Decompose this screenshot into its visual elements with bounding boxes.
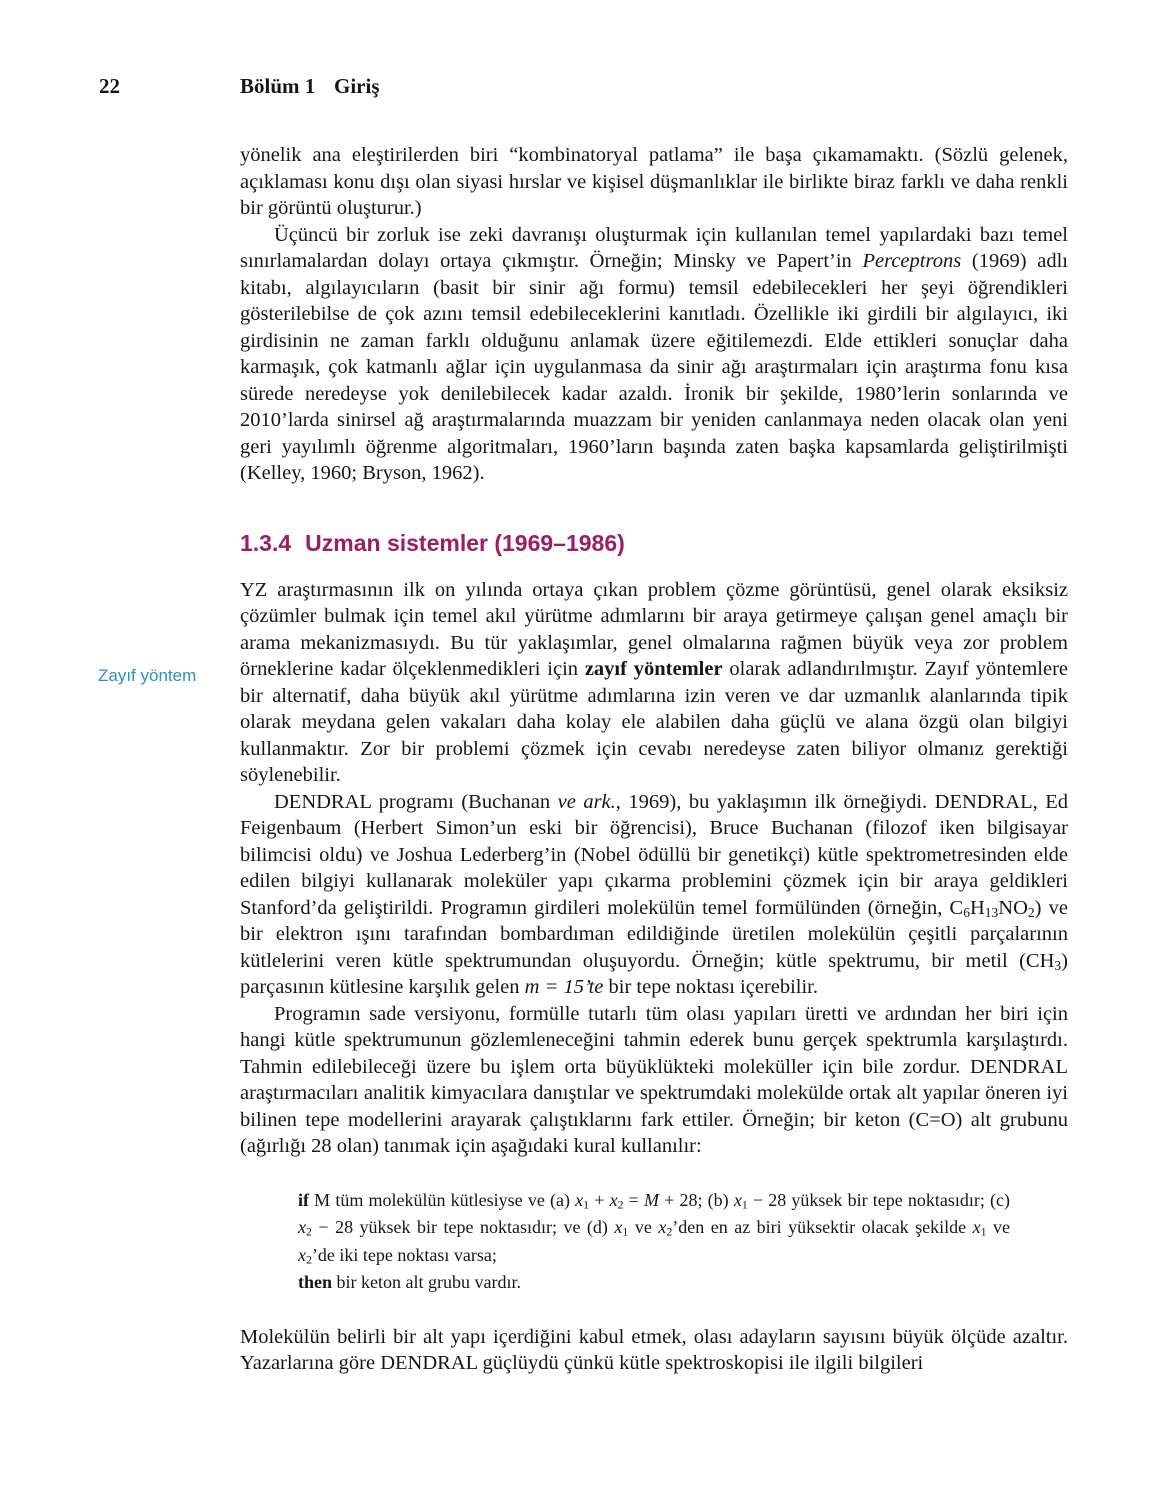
rule-block bbox=[298, 1187, 1010, 1297]
paragraph: YZ araştırmasının ilk on yılında ortaya çıkan problem çözme görüntüsü, genel olarak eksiksiz çözümler bulmak için temel akıl yürütme adımlarını bir araya getirmeye çalışan genel amaçlı bir arama mekanizmasıydı. Bu tür yaklaşımlar, genel olmalarına rağmen büyük veya zor problem örneklerine kadar ölçeklenmedikleri için zayıf yöntemler olarak adlandırılmıştır. Zayıf yöntemlere bir alternatif, daha büyük akıl yürütme adımlarına izin veren ve dar uzmanlık alanlarında tipik olarak meydana gelen vakaları daha kolay ele alabilen daha güçlü ve alana özgü olan bilgiyi kullanmaktır. Zor bir problemi çözmek için cevabı neredeyse zaten biliyor olmanız gerektiği söylenebilir. bbox=[240, 578, 1068, 786]
section-heading-number: 1.3.4 bbox=[240, 529, 292, 556]
rule-then-clause: then bir keton alt grubu vardır. bbox=[298, 1272, 521, 1292]
margin-note: Zayıf yöntem bbox=[98, 666, 197, 685]
page-number: 22 bbox=[99, 74, 120, 98]
page-header bbox=[0, 74, 1162, 104]
paragraph: DENDRAL programı (Buchanan ve ark., 1969), bu yaklaşımın ilk örneğiydi. DENDRAL, Ed Feigenbaum (Herbert Simon’un eski bir öğrencisi), Bruce Buchanan (filozof iken bilgisayar bilimcisi oldu) ve Joshua Lederberg’in (Nobel ödüllü bir genetikçi) kütle spektrometresinden elde edilen bilgiyi kullanarak moleküler yapı çıkarma problemini çözmek için bir araya geldikleri Stanford’da geliştirildi. Programın girdileri molekülün temel formülünden (örneğin, $C_6H_{13}NO_2$) ve bir elektron ışını tarafından bombardıman edildiğinde üretilen molekülün çeşitli parçalarının kütlelerini veren kütle spektrumundan oluşuyordu. Örneğin; kütle spektrumu, bir metil $(CH_3)$ parçasının kütlesine karşılık gelen m = 15’te bir tepe noktası içerebilir. bbox=[240, 790, 1068, 998]
section-heading bbox=[240, 529, 1068, 557]
running-head-chapter: Bölüm 1 bbox=[240, 74, 316, 98]
section-heading-title: Uzman sistemler (1969–1986) bbox=[305, 529, 625, 556]
running-head-section: Giriş bbox=[334, 74, 380, 98]
paragraph: Molekülün belirli bir alt yapı içerdiğini kabul etmek, olası adayların sayısını büyük ölçüde azaltır. Yazarlarına göre DENDRAL güçlüydü çünkü kütle spektroskopisi ile ilgili bilgileri bbox=[240, 1325, 1068, 1374]
text-column bbox=[240, 142, 1068, 1377]
rule-if-clause: if M tüm molekülün kütlesiyse ve (a) $x_1 + x_2 = M + 28$; (b) $x_1 - 28$ yüksek bir tepe noktasıdır; (c) $x_2 - 28$ yüksek bir tepe noktasıdır; ve (d) $x_1$ ve $x_2’den$ en az biri yüksektir olacak şekilde $x_1$ ve $x_2’de$ iki tepe noktası varsa; bbox=[298, 1189, 1011, 1267]
paragraph: Programın sade versiyonu, formülle tutarlı tüm olası yapıları üretti ve ardından her biri için hangi kütle spektrumunun gözlemleneceğini tahmin ederek bunu gerçek spektrumla karşılaştırdı. Tahmin edilebileceği üzere bu işlem orta büyüklükteki moleküller için bile zordur. DENDRAL araştırmacıları analitik kimyacılara danıştılar ve spektrumdaki molekülde ortak alt yapılar öneren iyi bilinen tepe modellerini arayarak çalıştıklarını fark ettiler. Örneğin; bir keton (C=O) alt grubunu (ağırlığı 28 olan) tanımak için aşağıdaki kural kullanılır: bbox=[240, 1002, 1068, 1157]
paragraph: yönelik ana eleştirilerden biri “kombinatoryal patlama” ile başa çıkamamaktı. (Sözlü gelenek, açıklaması konu dışı olan siyasi hırslar ve kişisel düşmanlıklar ile birlikte biraz farklı ve daha renkli bir görüntü oluşturur.) bbox=[240, 144, 1068, 219]
paragraph: Üçüncü bir zorluk ise zeki davranışı oluşturmak için kullanılan temel yapılardaki bazı temel sınırlamalardan dolayı ortaya çıkmıştır. Örneğin; Minsky ve Papert’in Perceptrons (1969) adlı kitabı, algılayıcıların (basit bir sinir ağı formu) temsil edebilecekleri her şeyi öğrendikleri gösterilebilse de çok azını temsil edebileceklerini kanıtladı. Özellikle iki girdili bir algılayıcı, iki girdisinin ne zaman farklı olduğunu anlamak üzere eğitilemezdi. Elde ettikleri sonuçlar daha karmaşık, çok katmanlı ağlar için uygulanmasa da sinir ağı araştırmaları için araştırma fonu kısa sürede neredeyse yok denilebilecek kadar azaldı. İronik bir şekilde, 1980’lerin sonlarında ve 2010’larda sinirsel ağ araştırmalarında muazzam bir yeniden canlanmaya neden olacak olan yeni geri yayılımlı öğrenme algoritmaları, 1960’ların başında zaten başka kapsamlarda geliştirilmişti (Kelley, 1960; Bryson, 1962). bbox=[240, 223, 1068, 484]
